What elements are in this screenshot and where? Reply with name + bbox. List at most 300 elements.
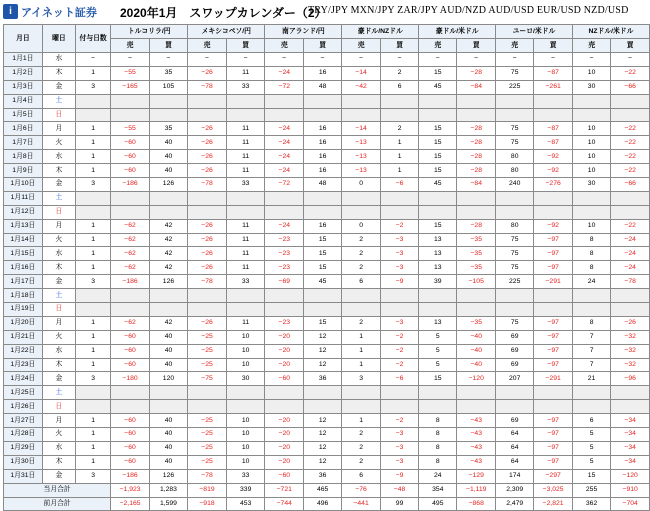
col-header-zar-jpy: 南アランド/円 <box>265 25 342 39</box>
cell-swap-value: −28 <box>457 136 496 150</box>
cell-swap-value <box>111 205 150 219</box>
cell-swap-value: −60 <box>111 428 150 442</box>
cell-swap-value <box>304 386 342 400</box>
cell-swap-value <box>149 400 187 414</box>
cell-swap-value: 33 <box>226 275 265 289</box>
cell-swap-value: 105 <box>149 80 187 94</box>
cell-swap-value <box>496 400 534 414</box>
cell-swap-value: −92 <box>534 164 573 178</box>
cell-swap-value: 42 <box>149 316 187 330</box>
cell-swap-value: −23 <box>265 247 304 261</box>
cell-swap-value: 12 <box>304 344 342 358</box>
cell-swap-value: −261 <box>534 80 573 94</box>
cell-date: 1月5日 <box>4 108 43 122</box>
cell-swap-value: 11 <box>226 219 265 233</box>
cell-swap-value <box>457 289 496 303</box>
cell-swap-value: 15 <box>572 469 610 483</box>
cell-days: 1 <box>75 164 110 178</box>
cell-swap-value: −60 <box>111 344 150 358</box>
cell-total-value: −918 <box>188 497 227 511</box>
cell-date: 1月20日 <box>4 316 43 330</box>
cell-swap-value: 8 <box>572 316 610 330</box>
table-row <box>4 344 650 358</box>
cell-swap-value <box>188 205 227 219</box>
cell-swap-value <box>111 94 150 108</box>
page-header <box>0 0 650 24</box>
table-row <box>4 205 650 219</box>
cell-swap-value: 1 <box>342 358 381 372</box>
cell-swap-value: 7 <box>572 330 610 344</box>
cell-swap-value: 225 <box>496 275 534 289</box>
cell-date: 1月3日 <box>4 80 43 94</box>
cell-swap-value <box>188 108 227 122</box>
cell-swap-value <box>380 205 418 219</box>
cell-swap-value: −25 <box>188 455 227 469</box>
cell-swap-value: −9 <box>380 275 418 289</box>
cell-dow: 土 <box>42 289 75 303</box>
cell-swap-value <box>611 400 650 414</box>
cell-swap-value: −26 <box>188 122 227 136</box>
cell-dow: 日 <box>42 400 75 414</box>
cell-swap-value: −28 <box>457 164 496 178</box>
cell-swap-value <box>457 400 496 414</box>
cell-swap-value: −60 <box>111 150 150 164</box>
cell-swap-value: −55 <box>111 66 150 80</box>
cell-swap-value <box>611 191 650 205</box>
col-header-buy: 買 <box>380 39 418 53</box>
cell-date: 1月10日 <box>4 178 43 192</box>
cell-swap-value: 40 <box>149 344 187 358</box>
cell-dow: 土 <box>42 386 75 400</box>
cell-swap-value: 69 <box>496 344 534 358</box>
cell-swap-value <box>265 386 304 400</box>
cell-swap-value <box>457 303 496 317</box>
col-header-date: 月日 <box>4 25 43 53</box>
cell-swap-value: 33 <box>226 80 265 94</box>
cell-total-value: −721 <box>265 483 304 497</box>
cell-swap-value <box>149 386 187 400</box>
cell-days: 1 <box>75 358 110 372</box>
cell-swap-value: −28 <box>457 66 496 80</box>
cell-swap-value <box>342 289 381 303</box>
cell-swap-value: 1 <box>380 164 418 178</box>
cell-swap-value: −22 <box>611 122 650 136</box>
cell-swap-value: 75 <box>496 136 534 150</box>
cell-swap-value <box>265 303 304 317</box>
cell-swap-value: −97 <box>534 414 573 428</box>
cell-swap-value <box>226 205 265 219</box>
cell-swap-value: −22 <box>611 150 650 164</box>
cell-swap-value: −72 <box>265 178 304 192</box>
cell-swap-value: 69 <box>496 414 534 428</box>
cell-swap-value <box>611 386 650 400</box>
cell-days <box>75 289 110 303</box>
col-header-buy: 買 <box>457 39 496 53</box>
cell-swap-value: −60 <box>265 372 304 386</box>
cell-date: 1月17日 <box>4 275 43 289</box>
cell-swap-value: 2 <box>342 247 381 261</box>
cell-swap-value: −60 <box>111 164 150 178</box>
cell-swap-value: −34 <box>611 455 650 469</box>
cell-swap-value <box>226 108 265 122</box>
cell-swap-value: 240 <box>496 178 534 192</box>
cell-swap-value: −35 <box>457 316 496 330</box>
cell-swap-value <box>188 303 227 317</box>
cell-swap-value: 11 <box>226 150 265 164</box>
cell-swap-value: 2 <box>342 316 381 330</box>
cell-swap-value: − <box>496 53 534 67</box>
cell-swap-value <box>149 108 187 122</box>
cell-days <box>75 400 110 414</box>
cell-swap-value <box>380 289 418 303</box>
table-row <box>4 247 650 261</box>
cell-swap-value <box>265 94 304 108</box>
cell-swap-value <box>419 289 457 303</box>
cell-swap-value: 33 <box>226 469 265 483</box>
cell-swap-value: − <box>534 53 573 67</box>
table-row <box>4 469 650 483</box>
cell-swap-value <box>534 94 573 108</box>
table-row <box>4 414 650 428</box>
table-row <box>4 66 650 80</box>
cell-swap-value <box>111 289 150 303</box>
cell-swap-value: − <box>111 53 150 67</box>
cell-swap-value: −32 <box>611 358 650 372</box>
cell-swap-value <box>496 386 534 400</box>
cell-total-value: 496 <box>304 497 342 511</box>
cell-date: 1月27日 <box>4 414 43 428</box>
cell-swap-value <box>226 94 265 108</box>
cell-swap-value: −25 <box>188 441 227 455</box>
cell-days <box>75 386 110 400</box>
cell-dow: 木 <box>42 164 75 178</box>
cell-swap-value: −92 <box>534 219 573 233</box>
cell-swap-value: 1 <box>380 150 418 164</box>
cell-swap-value: 6 <box>342 469 381 483</box>
cell-date: 1月28日 <box>4 428 43 442</box>
cell-swap-value: −60 <box>265 469 304 483</box>
cell-swap-value: −297 <box>534 469 573 483</box>
cell-swap-value: − <box>304 53 342 67</box>
cell-swap-value: 10 <box>226 358 265 372</box>
cell-swap-value: −2 <box>380 330 418 344</box>
cell-days <box>75 303 110 317</box>
cell-swap-value: 64 <box>496 428 534 442</box>
cell-total-value: −744 <box>265 497 304 511</box>
cell-days: 1 <box>75 219 110 233</box>
cell-swap-value: −26 <box>188 150 227 164</box>
table-row <box>4 80 650 94</box>
table-row <box>4 53 650 67</box>
cell-swap-value <box>419 191 457 205</box>
table-row <box>4 136 650 150</box>
cell-dow: 月 <box>42 316 75 330</box>
cell-swap-value: 42 <box>149 233 187 247</box>
cell-swap-value <box>342 191 381 205</box>
cell-swap-value: 35 <box>149 122 187 136</box>
cell-swap-value: 5 <box>572 455 610 469</box>
cell-swap-value <box>380 386 418 400</box>
cell-swap-value: 24 <box>419 469 457 483</box>
cell-swap-value <box>496 205 534 219</box>
cell-swap-value: −24 <box>611 233 650 247</box>
cell-swap-value <box>265 289 304 303</box>
cell-swap-value: 10 <box>226 330 265 344</box>
cell-swap-value: −165 <box>111 80 150 94</box>
table-row <box>4 441 650 455</box>
cell-swap-value: −42 <box>342 80 381 94</box>
cell-swap-value: 1 <box>342 414 381 428</box>
cell-date: 1月23日 <box>4 358 43 372</box>
cell-swap-value: −14 <box>342 66 381 80</box>
total-label: 当月合計 <box>4 483 111 497</box>
table-row <box>4 164 650 178</box>
cell-swap-value: 225 <box>496 80 534 94</box>
cell-swap-value: 1 <box>380 136 418 150</box>
table-row <box>4 108 650 122</box>
cell-swap-value: 207 <box>496 372 534 386</box>
cell-swap-value <box>380 94 418 108</box>
cell-dow: 火 <box>42 136 75 150</box>
cell-date: 1月12日 <box>4 205 43 219</box>
cell-swap-value: 8 <box>419 441 457 455</box>
cell-swap-value: −87 <box>534 136 573 150</box>
page-title: 2020年1月 スワップカレンダー（2） <box>120 6 327 20</box>
cell-swap-value: 12 <box>304 428 342 442</box>
cell-swap-value <box>226 386 265 400</box>
cell-swap-value <box>534 191 573 205</box>
cell-swap-value: 48 <box>304 80 342 94</box>
cell-dow: 金 <box>42 178 75 192</box>
cell-swap-value: 24 <box>572 275 610 289</box>
cell-swap-value: −26 <box>188 247 227 261</box>
cell-swap-value: 15 <box>419 136 457 150</box>
cell-swap-value: −43 <box>457 441 496 455</box>
cell-swap-value: 15 <box>304 316 342 330</box>
cell-dow: 日 <box>42 303 75 317</box>
cell-swap-value: −24 <box>265 122 304 136</box>
cell-swap-value: −3 <box>380 261 418 275</box>
cell-swap-value: 12 <box>304 358 342 372</box>
table-row <box>4 233 650 247</box>
cell-swap-value: −26 <box>188 66 227 80</box>
cell-swap-value: 40 <box>149 455 187 469</box>
cell-swap-value <box>111 108 150 122</box>
cell-swap-value: 69 <box>496 358 534 372</box>
cell-swap-value: −2 <box>380 344 418 358</box>
logo-mark-icon: i <box>3 4 18 19</box>
cell-swap-value <box>265 205 304 219</box>
col-header-aud-usd: 豪ドル/米ドル <box>419 25 496 39</box>
cell-swap-value: 11 <box>226 247 265 261</box>
cell-swap-value: −25 <box>188 358 227 372</box>
cell-date: 1月7日 <box>4 136 43 150</box>
cell-dow: 水 <box>42 53 75 67</box>
cell-swap-value <box>534 205 573 219</box>
cell-swap-value: −62 <box>111 219 150 233</box>
cell-days: 1 <box>75 428 110 442</box>
cell-swap-value: 11 <box>226 66 265 80</box>
cell-swap-value: 1 <box>342 344 381 358</box>
cell-swap-value: −26 <box>188 164 227 178</box>
cell-swap-value: −20 <box>265 414 304 428</box>
table-row <box>4 150 650 164</box>
cell-total-value: 2,309 <box>496 483 534 497</box>
cell-swap-value: −24 <box>611 247 650 261</box>
cell-swap-value: −78 <box>188 275 227 289</box>
cell-swap-value: 40 <box>149 330 187 344</box>
table-row <box>4 330 650 344</box>
cell-dow: 金 <box>42 469 75 483</box>
cell-swap-value <box>611 303 650 317</box>
cell-days: 1 <box>75 316 110 330</box>
cell-swap-value: −186 <box>111 275 150 289</box>
cell-swap-value: −13 <box>342 164 381 178</box>
cell-swap-value: − <box>419 53 457 67</box>
cell-swap-value <box>265 191 304 205</box>
cell-swap-value: 120 <box>149 372 187 386</box>
cell-swap-value: −60 <box>111 455 150 469</box>
cell-swap-value <box>380 108 418 122</box>
cell-swap-value <box>304 303 342 317</box>
cell-swap-value: −20 <box>265 344 304 358</box>
cell-swap-value: −3 <box>380 247 418 261</box>
cell-total-value: 2,479 <box>496 497 534 511</box>
cell-swap-value <box>419 94 457 108</box>
cell-dow: 日 <box>42 108 75 122</box>
cell-swap-value: 126 <box>149 275 187 289</box>
cell-swap-value: 42 <box>149 247 187 261</box>
cell-swap-value <box>572 386 610 400</box>
cell-swap-value: −26 <box>188 219 227 233</box>
cell-days: 1 <box>75 247 110 261</box>
cell-swap-value <box>304 108 342 122</box>
cell-swap-value: −43 <box>457 455 496 469</box>
cell-date: 1月18日 <box>4 289 43 303</box>
cell-swap-value: 16 <box>304 150 342 164</box>
cell-swap-value: −78 <box>188 469 227 483</box>
col-header-buy: 買 <box>611 39 650 53</box>
cell-swap-value <box>496 289 534 303</box>
cell-total-value: −3,025 <box>534 483 573 497</box>
cell-swap-value: −66 <box>611 178 650 192</box>
cell-swap-value: 5 <box>419 330 457 344</box>
cell-swap-value <box>611 205 650 219</box>
cell-swap-value: −22 <box>611 66 650 80</box>
cell-swap-value <box>534 400 573 414</box>
table-row <box>4 372 650 386</box>
cell-swap-value: 13 <box>419 261 457 275</box>
cell-total-value: 495 <box>419 497 457 511</box>
cell-swap-value: 64 <box>496 455 534 469</box>
cell-swap-value: 45 <box>419 178 457 192</box>
cell-swap-value: 39 <box>419 275 457 289</box>
cell-swap-value: 5 <box>419 344 457 358</box>
cell-swap-value: 2 <box>342 441 381 455</box>
cell-swap-value <box>611 289 650 303</box>
table-row <box>4 275 650 289</box>
cell-swap-value: −24 <box>265 150 304 164</box>
table-row <box>4 261 650 275</box>
cell-date: 1月1日 <box>4 53 43 67</box>
cell-swap-value <box>572 205 610 219</box>
cell-swap-value: 10 <box>572 122 610 136</box>
cell-dow: 水 <box>42 441 75 455</box>
cell-swap-value: − <box>188 53 227 67</box>
cell-swap-value: 75 <box>496 316 534 330</box>
cell-date: 1月9日 <box>4 164 43 178</box>
cell-swap-value <box>496 303 534 317</box>
cell-swap-value: − <box>226 53 265 67</box>
cell-swap-value: 2 <box>342 261 381 275</box>
total-label: 前月合計 <box>4 497 111 511</box>
cell-swap-value: −84 <box>457 80 496 94</box>
cell-total-value: −1,923 <box>111 483 150 497</box>
cell-swap-value: −20 <box>265 455 304 469</box>
cell-swap-value: −60 <box>111 358 150 372</box>
cell-swap-value: −22 <box>611 136 650 150</box>
cell-dow: 木 <box>42 261 75 275</box>
cell-swap-value: − <box>380 53 418 67</box>
cell-swap-value: −186 <box>111 469 150 483</box>
cell-swap-value: − <box>572 53 610 67</box>
cell-swap-value: −129 <box>457 469 496 483</box>
cell-swap-value: −35 <box>457 247 496 261</box>
cell-swap-value <box>419 400 457 414</box>
header-row-currencies <box>4 25 650 39</box>
cell-date: 1月22日 <box>4 344 43 358</box>
cell-swap-value: 15 <box>304 261 342 275</box>
cell-swap-value <box>457 108 496 122</box>
cell-swap-value: 30 <box>572 178 610 192</box>
cell-swap-value: − <box>457 53 496 67</box>
cell-swap-value <box>304 400 342 414</box>
cell-days: 1 <box>75 136 110 150</box>
cell-swap-value <box>342 386 381 400</box>
cell-date: 1月15日 <box>4 247 43 261</box>
logo-text: アイネット証券 <box>21 6 97 19</box>
cell-swap-value: −23 <box>265 261 304 275</box>
cell-days: 1 <box>75 233 110 247</box>
cell-swap-value: −62 <box>111 247 150 261</box>
cell-swap-value <box>572 303 610 317</box>
cell-swap-value: 15 <box>304 233 342 247</box>
col-header-sell: 売 <box>419 39 457 53</box>
cell-dow: 水 <box>42 150 75 164</box>
cell-swap-value: 12 <box>304 441 342 455</box>
cell-swap-value: −20 <box>265 330 304 344</box>
table-row <box>4 178 650 192</box>
cell-date: 1月8日 <box>4 150 43 164</box>
cell-dow: 月 <box>42 122 75 136</box>
cell-swap-value: 8 <box>419 428 457 442</box>
cell-swap-value: 11 <box>226 261 265 275</box>
cell-swap-value: −60 <box>111 330 150 344</box>
cell-swap-value <box>342 205 381 219</box>
cell-days <box>75 108 110 122</box>
cell-swap-value: −26 <box>611 316 650 330</box>
cell-swap-value: −84 <box>457 178 496 192</box>
cell-swap-value: −291 <box>534 372 573 386</box>
cell-swap-value <box>496 191 534 205</box>
cell-swap-value: −24 <box>265 164 304 178</box>
cell-swap-value: 15 <box>419 219 457 233</box>
cell-swap-value: −92 <box>534 150 573 164</box>
cell-swap-value <box>226 289 265 303</box>
cell-swap-value: −14 <box>342 122 381 136</box>
cell-dow: 火 <box>42 330 75 344</box>
cell-days: 3 <box>75 275 110 289</box>
